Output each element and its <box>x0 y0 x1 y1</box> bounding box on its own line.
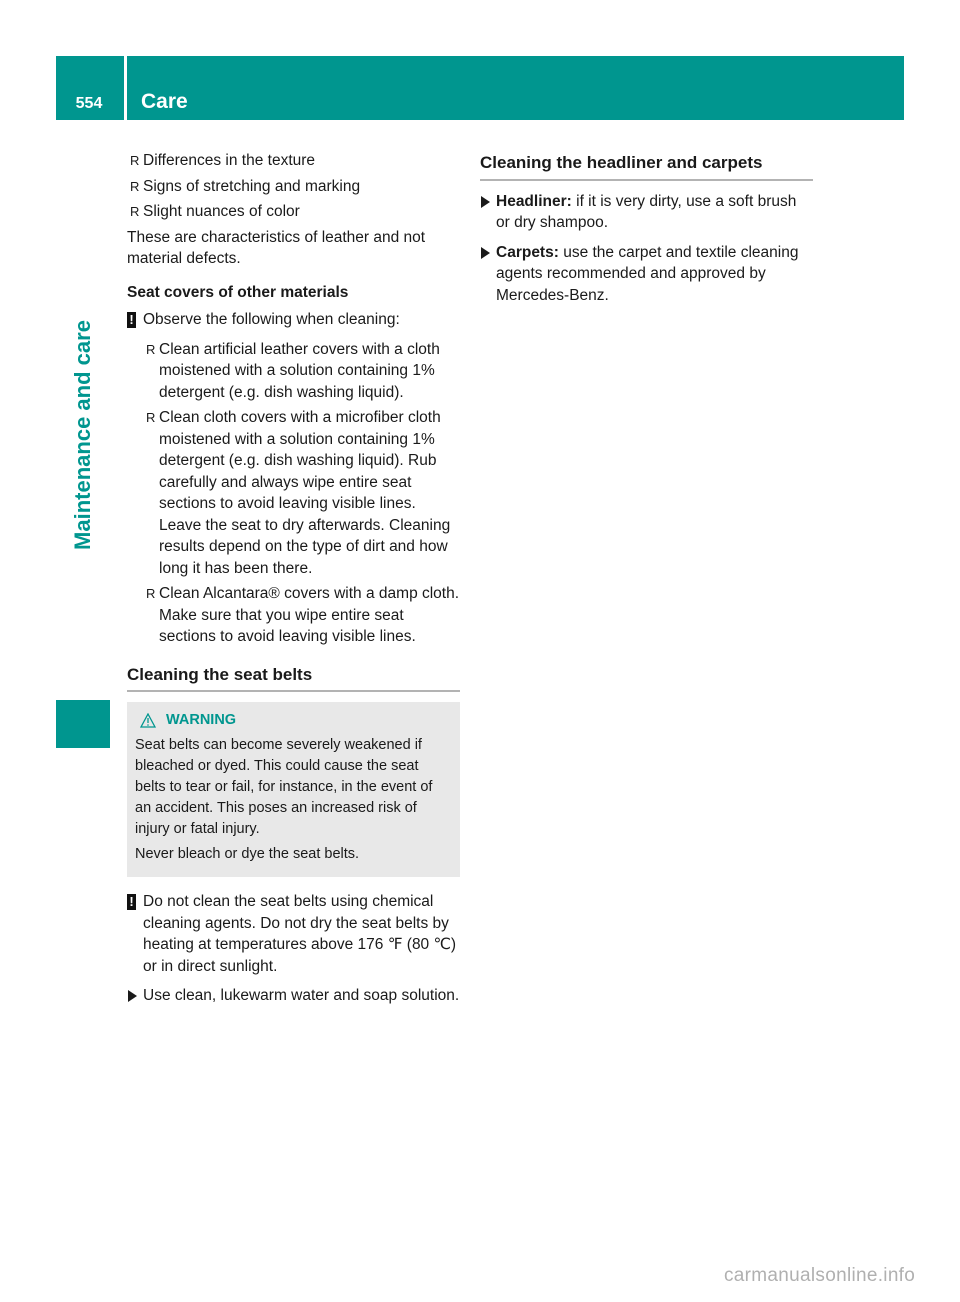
right-column <box>480 150 813 314</box>
list-item: R Clean artificial leather covers with a cloth moistened with a solution containing 1% detergent (e.g. dish washing liquid). <box>146 340 440 401</box>
instruction-step: Carpets: use the carpet and textile cleaning agents recommended and approved by Mercedes-Benz. <box>480 242 813 307</box>
bullet-icon: R <box>146 410 156 425</box>
exclamation-icon: ! <box>127 894 136 910</box>
observe-notice: ! Observe the following when cleaning: <box>127 309 460 331</box>
warning-instruction: Never bleach or dye the seat belts. <box>135 846 360 862</box>
list-item: R Clean Alcantara® covers with a damp cloth. Make sure that you wipe entire seat sections to avoid leaving visible lines. <box>146 585 460 645</box>
side-tab-marker <box>56 700 110 748</box>
left-column <box>127 150 460 1015</box>
bullet-icon: R <box>146 586 156 601</box>
warning-label: WARNING <box>166 712 237 728</box>
seat-belts-heading: Cleaning the seat belts <box>127 664 460 693</box>
list-item: R Clean cloth covers with a microfiber cloth moistened with a solution containing 1% detergent (e.g. dish washing liquid). Rub carefully and always wipe entire seat sections to avoid leaving visible lines. Leave the seat to dry afterwards. Cleaning results depend on the type of dirt and how long it has been there. <box>146 409 451 577</box>
belt-notice: ! Do not clean the seat belts using chemical cleaning agents. Do not dry the seat belts by heating at temperatures above 176 ℉ (80 ℃) or in direct sunlight. <box>127 891 460 977</box>
warning-triangle-icon <box>140 713 156 728</box>
headliner-heading: Cleaning the headliner and carpets <box>480 152 813 181</box>
side-tab-label: Maintenance and care <box>70 320 95 550</box>
bullet-icon: R <box>130 204 140 219</box>
arrow-icon <box>128 990 137 1002</box>
arrow-icon <box>481 196 490 208</box>
list-item: R Signs of stretching and marking <box>127 176 460 198</box>
list-item: R Slight nuances of color <box>127 201 460 223</box>
warning-box <box>127 702 460 877</box>
bullet-icon: R <box>146 341 156 357</box>
warning-header <box>135 710 452 731</box>
header-divider <box>124 56 127 120</box>
page-number: 554 <box>75 95 103 112</box>
arrow-icon <box>481 247 490 259</box>
chapter-title: Care <box>141 90 188 113</box>
warning-text: Seat belts can become severely weakened if bleached or dyed. This could cause the seat belts to tear or fail, for instance, in the event of an accident. This poses an increased risk of injury or fatal injury. <box>135 737 433 837</box>
bullet-icon: R <box>130 178 140 194</box>
watermark: carmanualsonline.info <box>724 1265 916 1286</box>
list-item: R Differences in the texture <box>127 150 460 172</box>
bullet-icon: R <box>130 153 140 168</box>
seat-covers-heading: Seat covers of other materials <box>127 283 349 301</box>
instruction-step: Use clean, lukewarm water and soap solution. <box>127 985 460 1007</box>
leather-note: These are characteristics of leather and not material defects. <box>127 228 426 267</box>
instruction-step: Headliner: if it is very dirty, use a soft brush or dry shampoo. <box>480 191 813 234</box>
exclamation-icon: ! <box>127 312 136 328</box>
